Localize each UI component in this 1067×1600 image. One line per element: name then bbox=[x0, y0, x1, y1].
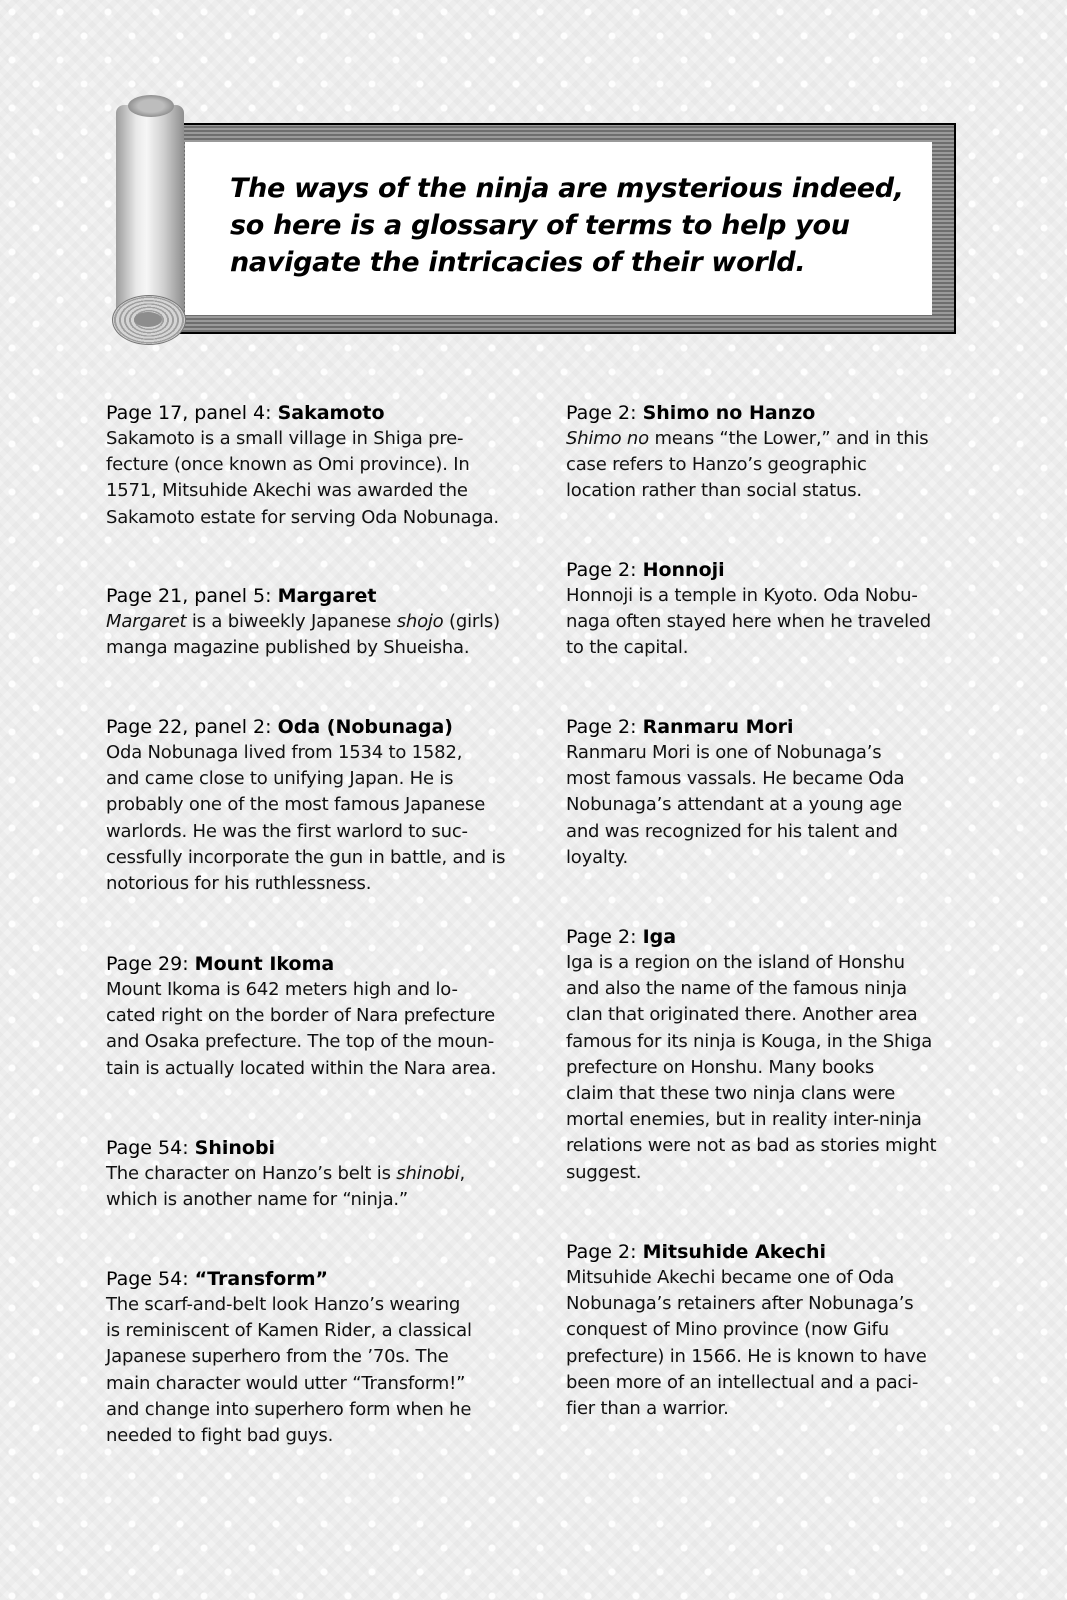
intro-line: navigate the intricacies of their world. bbox=[230, 247, 806, 278]
entry-italic-text: shinobi bbox=[396, 1163, 460, 1184]
entry-line: fecture (once known as Omi province). In bbox=[106, 454, 470, 476]
entry-heading bbox=[566, 924, 966, 950]
entry-line: and change into superhero form when he bbox=[106, 1398, 472, 1420]
entry-italic-text: Shimo no bbox=[566, 428, 649, 449]
entry-body bbox=[566, 950, 966, 1186]
entry-term: “Transform” bbox=[194, 1268, 329, 1290]
entry-line: mortal enemies, but in reality inter-ninja bbox=[566, 1109, 922, 1131]
glossary-entry-mitsuhide-akechi bbox=[566, 1239, 966, 1422]
intro-scroll-banner bbox=[112, 95, 957, 350]
entry-line: and came close to unifying Japan. He is bbox=[106, 768, 454, 790]
entry-line: tain is actually located within the Nara area. bbox=[106, 1057, 497, 1079]
entry-body bbox=[566, 426, 966, 505]
entry-line-part: is a biweekly Japanese bbox=[186, 611, 397, 632]
entry-line: Nobunaga’s attendant at a young age bbox=[566, 794, 903, 816]
entry-line: suggest. bbox=[566, 1161, 642, 1183]
entry-heading bbox=[106, 400, 526, 426]
entry-line: prefecture) in 1566. He is known to have bbox=[566, 1345, 927, 1367]
entry-term: Iga bbox=[642, 926, 677, 948]
entry-page-ref: Page 29: bbox=[106, 953, 195, 975]
entry-body bbox=[106, 740, 526, 897]
entry-line: Honnoji is a temple in Kyoto. Oda Nobu- bbox=[566, 585, 918, 606]
entry-heading bbox=[106, 951, 526, 977]
entry-line: Sakamoto is a small village in Shiga pre- bbox=[106, 428, 464, 449]
entry-line: Mount Ikoma is 642 meters high and lo- bbox=[106, 979, 458, 1000]
entry-italic-text: shojo bbox=[396, 611, 444, 632]
glossary-entry-mount-ikoma bbox=[106, 951, 526, 1082]
glossary-entry-margaret bbox=[106, 583, 526, 661]
entry-line: Oda Nobunaga lived from 1534 to 1582, bbox=[106, 742, 463, 763]
glossary-entry-sakamoto bbox=[106, 400, 526, 531]
entry-term: Ranmaru Mori bbox=[642, 716, 794, 738]
entry-page-ref: Page 2: bbox=[566, 1241, 643, 1263]
entry-heading bbox=[106, 583, 526, 609]
entry-line: claim that these two ninja clans were bbox=[566, 1083, 896, 1105]
entry-line: location rather than social status. bbox=[566, 480, 862, 502]
entry-line-part: , bbox=[459, 1163, 466, 1184]
entry-term: Mount Ikoma bbox=[194, 953, 335, 975]
entry-line: cessfully incorporate the gun in battle, and is bbox=[106, 846, 506, 868]
intro-line: so here is a glossary of terms to help you bbox=[230, 210, 850, 241]
glossary-entry-shimo-no-hanzo bbox=[566, 400, 966, 505]
intro-line: The ways of the ninja are mysterious indeed, bbox=[230, 173, 904, 204]
entry-term: Sakamoto bbox=[277, 402, 385, 424]
entry-body bbox=[106, 609, 526, 661]
entry-term: Shinobi bbox=[194, 1137, 276, 1159]
glossary-entry-iga bbox=[566, 924, 966, 1186]
entry-body bbox=[106, 977, 526, 1082]
entry-line: Iga is a region on the island of Honshu bbox=[566, 952, 905, 973]
entry-body bbox=[106, 426, 526, 531]
entry-line: notorious for his ruthlessness. bbox=[106, 873, 372, 895]
entry-line: to the capital. bbox=[566, 637, 689, 659]
intro-text bbox=[230, 170, 910, 281]
entry-line: 1571, Mitsuhide Akechi was awarded the bbox=[106, 480, 468, 502]
entry-line: fier than a warrior. bbox=[566, 1398, 729, 1420]
entry-page-ref: Page 17, panel 4: bbox=[106, 402, 278, 424]
entry-line: loyalty. bbox=[566, 846, 628, 868]
entry-heading bbox=[566, 557, 966, 583]
entry-line: most famous vassals. He became Oda bbox=[566, 768, 905, 790]
entry-line: cated right on the border of Nara prefecture bbox=[106, 1005, 496, 1027]
entry-line: been more of an intellectual and a paci- bbox=[566, 1371, 919, 1393]
entry-heading bbox=[566, 1239, 966, 1265]
entry-body bbox=[566, 1265, 966, 1422]
scroll-roll-graphic bbox=[112, 95, 184, 350]
entry-line: warlords. He was the first warlord to suc- bbox=[106, 820, 468, 842]
entry-term: Shimo no Hanzo bbox=[642, 402, 816, 424]
glossary-entry-honnoji bbox=[566, 557, 966, 662]
entry-line: Mitsuhide Akechi became one of Oda bbox=[566, 1267, 895, 1288]
entry-line: and was recognized for his talent and bbox=[566, 820, 898, 842]
glossary-entry-oda-nobunaga bbox=[106, 714, 526, 897]
entry-page-ref: Page 2: bbox=[566, 559, 643, 581]
entry-line-part: The character on Hanzo’s belt is bbox=[106, 1163, 397, 1184]
entry-heading bbox=[106, 1266, 526, 1292]
entry-line: Japanese superhero from the ’70s. The bbox=[106, 1346, 449, 1368]
entry-line: famous for its ninja is Kouga, in the Shiga bbox=[566, 1030, 933, 1052]
entry-line: conquest of Mino province (now Gifu bbox=[566, 1319, 889, 1341]
entry-term: Oda (Nobunaga) bbox=[277, 716, 453, 738]
entry-line: clan that originated there. Another area bbox=[566, 1004, 918, 1026]
entry-page-ref: Page 21, panel 5: bbox=[106, 585, 278, 607]
entry-page-ref: Page 22, panel 2: bbox=[106, 716, 278, 738]
entry-page-ref: Page 2: bbox=[566, 402, 643, 424]
entry-term: Margaret bbox=[277, 585, 377, 607]
entry-heading bbox=[106, 714, 526, 740]
entry-line: The scarf-and-belt look Hanzo’s wearing bbox=[106, 1294, 461, 1315]
entry-line: main character would utter “Transform!” bbox=[106, 1372, 466, 1394]
entry-term: Honnoji bbox=[642, 559, 725, 581]
entry-line: prefecture on Honshu. Many books bbox=[566, 1056, 875, 1078]
glossary-entry-shinobi bbox=[106, 1135, 526, 1213]
entry-line: is reminiscent of Kamen Rider, a classical bbox=[106, 1320, 472, 1342]
entry-line: which is another name for “ninja.” bbox=[106, 1189, 409, 1211]
entry-page-ref: Page 2: bbox=[566, 926, 643, 948]
entry-heading bbox=[566, 400, 966, 426]
entry-heading bbox=[106, 1135, 526, 1161]
entry-body bbox=[106, 1161, 526, 1213]
entry-body bbox=[566, 583, 966, 662]
scroll-frame bbox=[172, 123, 956, 334]
entry-page-ref: Page 2: bbox=[566, 716, 643, 738]
glossary-entry-transform bbox=[106, 1266, 526, 1449]
entry-line: needed to fight bad guys. bbox=[106, 1425, 334, 1447]
glossary-entry-ranmaru-mori bbox=[566, 714, 966, 871]
entry-line: case refers to Hanzo’s geographic bbox=[566, 454, 867, 476]
entry-heading bbox=[566, 714, 966, 740]
entry-italic-text: Margaret bbox=[106, 611, 187, 632]
entry-line: Ranmaru Mori is one of Nobunaga’s bbox=[566, 742, 882, 763]
entry-body bbox=[566, 740, 966, 871]
entry-line: and also the name of the famous ninja bbox=[566, 978, 907, 1000]
entry-line-part: means “the Lower,” and in this bbox=[648, 428, 929, 449]
scroll-paper bbox=[185, 142, 932, 315]
entry-line: probably one of the most famous Japanese bbox=[106, 794, 486, 816]
entry-line-part: (girls) bbox=[443, 611, 500, 632]
entry-line: Nobunaga’s retainers after Nobunaga’s bbox=[566, 1293, 914, 1315]
entry-term: Mitsuhide Akechi bbox=[642, 1241, 827, 1263]
entry-line: manga magazine published by Shueisha. bbox=[106, 637, 470, 659]
entry-page-ref: Page 54: bbox=[106, 1137, 195, 1159]
entry-line: Sakamoto estate for serving Oda Nobunaga. bbox=[106, 506, 499, 528]
entry-line: naga often stayed here when he traveled bbox=[566, 611, 931, 633]
entry-line: relations were not as bad as stories might bbox=[566, 1135, 937, 1157]
entry-line: and Osaka prefecture. The top of the moun- bbox=[106, 1031, 495, 1053]
entry-page-ref: Page 54: bbox=[106, 1268, 195, 1290]
entry-body bbox=[106, 1292, 526, 1449]
